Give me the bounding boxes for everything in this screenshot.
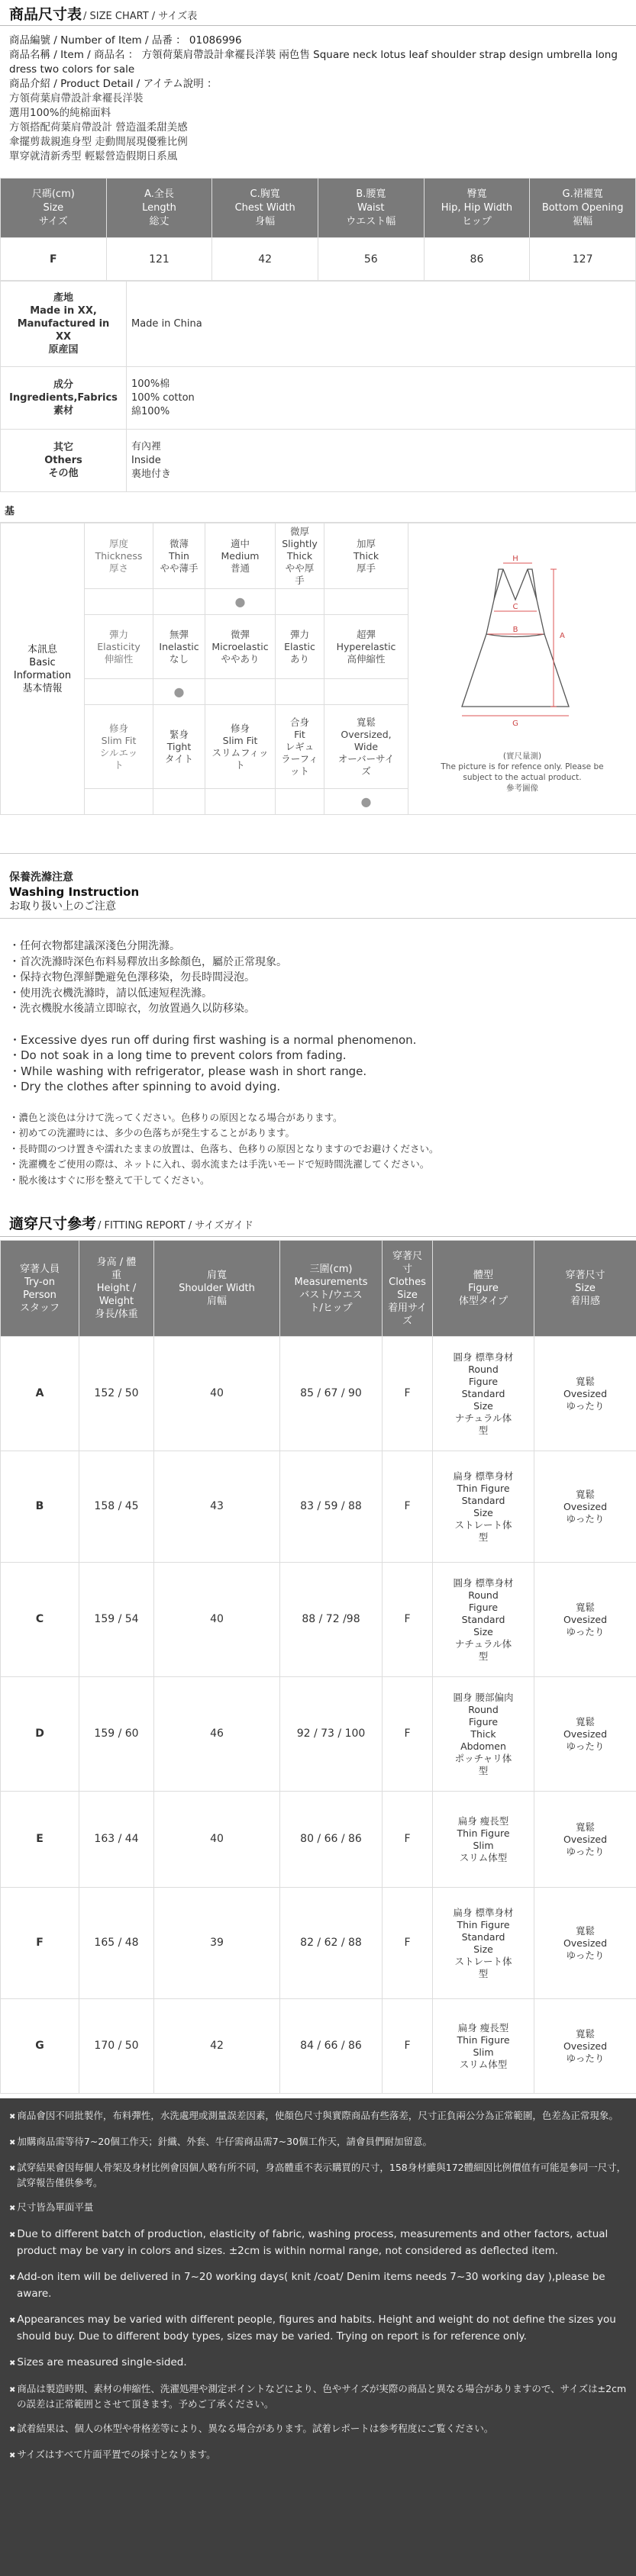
fit-dot xyxy=(276,789,324,815)
fitting-person: C xyxy=(1,1563,79,1677)
fit-option: 修身 Slim Fit スリムフィッ ト xyxy=(205,705,276,789)
other-label: 其它 Others その他 xyxy=(1,430,127,492)
note-item xyxy=(9,2227,627,2259)
note-text: 商品會因不同批製作，布料彈性，水洗處理或測量誤差因素，使顏色尺寸與實際商品有些落差，尺寸正負兩公分為正常範圍，色差為正常現象。 xyxy=(17,2110,618,2121)
fitting-figure-line: Standard xyxy=(461,1930,505,1943)
fitting-feel xyxy=(534,1451,636,1563)
fitting-figure xyxy=(433,1451,534,1563)
fitting-figure xyxy=(433,1337,534,1451)
fitting-table-header xyxy=(1,1241,636,1337)
note-item xyxy=(9,2135,627,2150)
fitting-shoulder: 42 xyxy=(154,1999,280,2094)
elasticity-dot xyxy=(276,679,324,705)
fitting-row xyxy=(1,1999,636,2094)
fitting-feel-line: 寬鬆 xyxy=(575,1715,595,1728)
fitting-feel-line: ゆったり xyxy=(566,1625,605,1637)
fitting-measurements: 84 / 66 / 86 xyxy=(280,1999,383,2094)
fitting-report-title: 適穿尺寸參考 xyxy=(9,1216,97,1232)
elasticity-dot xyxy=(205,679,276,705)
fitting-measurements: 83 / 59 / 88 xyxy=(280,1451,383,1563)
cross-mark-icon: ✖ xyxy=(9,2204,16,2213)
fitting-feel-line: Ovesized xyxy=(563,1833,608,1845)
washing-line: ・脱水後はすぐに形を整えて干してください。 xyxy=(9,1174,210,1186)
washing-line: ・任何衣物都建議深淺色分開洗滌。 xyxy=(9,940,180,952)
fitting-figure-line: 型 xyxy=(478,1967,489,1979)
fitting-feel-line: 寬鬆 xyxy=(575,1821,595,1833)
fitting-report-header xyxy=(0,1209,636,1237)
size-table xyxy=(0,178,636,281)
fitting-row xyxy=(1,1677,636,1792)
dress-caption: (實尺量測) The picture is for refence only. Please be subject to the actual product. 參考圖像 xyxy=(441,752,604,793)
selected-dot-icon: ● xyxy=(234,594,246,609)
washing-line: ・長時間のつけ置きや濡れたままの放置は、色落ち、色移りの原因となりますのでお避けください。 xyxy=(9,1142,439,1154)
fitting-figure-line: 型 xyxy=(478,1531,489,1543)
cross-mark-icon: ✖ xyxy=(9,2386,16,2394)
fitting-figure-line: Figure xyxy=(468,1715,499,1728)
fitting-figure-line: Slim xyxy=(473,1839,494,1851)
fitting-figure-line: Figure xyxy=(468,1601,499,1613)
fitting-feel xyxy=(534,1337,636,1451)
origin-label: 產地 Made in XX, Manufactured in XX 原産国 xyxy=(1,282,127,367)
washing-line: ・Do not soak in a long time to prevent colors from fading. xyxy=(9,1048,347,1062)
fitting-size: F xyxy=(383,1451,433,1563)
cross-mark-icon: ✖ xyxy=(9,2231,16,2240)
fitting-feel-line: ゆったり xyxy=(566,1949,605,1961)
fitting-figure-line: Round xyxy=(468,1703,499,1715)
cross-mark-icon: ✖ xyxy=(9,2139,16,2147)
washing-line: ・While washing with refrigerator, please wash in short range. xyxy=(9,1064,367,1078)
washing-title-zh: 保養洗滌注意 xyxy=(9,871,73,884)
fit-option: 合身 Fit レギュ ラーフィ ット xyxy=(276,705,324,789)
thickness-dot xyxy=(276,589,324,615)
fitting-figure-line: Round xyxy=(468,1363,499,1375)
washing-line: ・Excessive dyes run off during first washing is a normal phenomenon. xyxy=(9,1032,417,1047)
fitting-feel xyxy=(534,1792,636,1888)
washing-line: ・洗衣機脫水後請立即晾衣，勿放置過久以防移染。 xyxy=(9,1003,255,1015)
fitting-feel-line: Ovesized xyxy=(563,1500,608,1512)
fitting-figure-line: 圓身 腰部偏肉 xyxy=(453,1691,514,1703)
fitting-figure-line: 圓身 標準身材 xyxy=(453,1576,514,1589)
note-text: 加購商品需等待7~20個工作天；針織、外套、牛仔需商品需7~30個工作天，請會員們耐加留意。 xyxy=(17,2136,433,2147)
size-header-cell: C.胸寬 Chest Width 身幅 xyxy=(212,179,318,238)
fit-label: 修身 Slim Fit シルエッ ト xyxy=(85,705,153,789)
fitting-figure-line: Standard xyxy=(461,1613,505,1625)
fabric-value: 100%棉 100% cotton 綿100% xyxy=(127,367,636,430)
size-header-cell: B.腰寬 Waist ウエスト幅 xyxy=(318,179,424,238)
washing-line: ・洗濯機をご使用の際は、ネットに入れ、弱水流または手洗いモードで短時間洗濯してください。 xyxy=(9,1158,430,1170)
fitting-person: B xyxy=(1,1451,79,1563)
fitting-person: G xyxy=(1,1999,79,2094)
dress-letter: B xyxy=(512,626,518,634)
fitting-height-weight: 159 / 60 xyxy=(79,1677,154,1792)
washing-line: ・首次洗滌時深色布料易釋放出多餘顏色，屬於正常現象。 xyxy=(9,955,287,968)
origin-row xyxy=(1,282,636,367)
fitting-height-weight: 159 / 54 xyxy=(79,1563,154,1677)
basic-info-label: 本訊息 Basic Information 基本情報 xyxy=(1,523,85,815)
fitting-person: F xyxy=(1,1888,79,1999)
fitting-row xyxy=(1,1563,636,1677)
note-text: Sizes are measured single-sided. xyxy=(17,2356,187,2368)
cross-mark-icon: ✖ xyxy=(9,2426,16,2434)
dress-letter: C xyxy=(512,603,518,611)
product-detail-line: 傘擺剪裁親進身型 走動間展現優雅比例 xyxy=(9,136,188,148)
selected-dot-icon: ● xyxy=(360,794,372,809)
fitting-feel-line: Ovesized xyxy=(563,1387,608,1399)
fitting-feel-line: 寬鬆 xyxy=(575,2027,595,2040)
material-table xyxy=(0,281,636,492)
fitting-measurements: 85 / 67 / 90 xyxy=(280,1337,383,1451)
fitting-figure-line: 圓身 標準身材 xyxy=(453,1351,514,1363)
cross-mark-icon: ✖ xyxy=(9,2274,16,2282)
fitting-header-cell: 體型 Figure 体型タイプ xyxy=(433,1241,534,1337)
fitting-shoulder: 46 xyxy=(154,1677,280,1792)
fitting-figure-line: ナチュラル体 xyxy=(454,1637,512,1650)
thickness-dot xyxy=(324,589,408,615)
fit-option: 緊身 Tight タイト xyxy=(153,705,205,789)
fitting-figure xyxy=(433,1888,534,1999)
size-header-cell: 臀寬 Hip, Hip Width ヒップ xyxy=(424,179,530,238)
fitting-size: F xyxy=(383,1999,433,2094)
note-item xyxy=(9,2422,627,2437)
selected-dot-icon: ● xyxy=(173,684,185,699)
fitting-feel xyxy=(534,1563,636,1677)
fitting-feel-line: ゆったり xyxy=(566,1740,605,1752)
fitting-shoulder: 40 xyxy=(154,1792,280,1888)
cross-mark-icon: ✖ xyxy=(9,2165,16,2173)
fitting-row xyxy=(1,1888,636,1999)
cross-mark-icon: ✖ xyxy=(9,2317,16,2325)
fitting-measurements: 92 / 73 / 100 xyxy=(280,1677,383,1792)
fitting-feel-line: Ovesized xyxy=(563,1937,608,1949)
size-cell: 127 xyxy=(530,238,636,281)
size-cell: 42 xyxy=(212,238,318,281)
basic-info-bar: 基 xyxy=(0,492,636,523)
fitting-figure-line: ストレート体 xyxy=(454,1955,512,1967)
note-text: 尺寸皆為單面平量 xyxy=(17,2201,94,2213)
note-item xyxy=(9,2448,627,2463)
thickness-label: 厚度 Thickness 厚さ xyxy=(85,523,153,589)
size-row xyxy=(1,238,636,281)
fitting-height-weight: 152 / 50 xyxy=(79,1337,154,1451)
fitting-figure-line: 型 xyxy=(478,1764,489,1776)
fitting-figure-line: Thin Figure xyxy=(457,2033,510,2046)
washing-title-ja: お取り扱い上のご注意 xyxy=(9,900,116,913)
notes-panel xyxy=(0,2098,636,2576)
dress-letter: G xyxy=(512,720,518,728)
fit-dot xyxy=(153,789,205,815)
elasticity-label: 彈力 Elasticity 伸縮性 xyxy=(85,615,153,679)
note-item xyxy=(9,2312,627,2344)
elasticity-option: 無彈 Inelastic なし xyxy=(153,615,205,679)
product-name: 商品名稱 / Item / 商品名 ： 方領荷葉肩帶設計傘襬長洋裝 兩色售 Square neck lotus leaf shoulder strap design umbrella long dress two colors for sale xyxy=(9,49,618,76)
fitting-size: F xyxy=(383,1337,433,1451)
cross-mark-icon: ✖ xyxy=(9,2452,16,2460)
washing-line: ・保持衣物色澤鮮艷避免色澤移染，勿長時間浸泡。 xyxy=(9,971,255,984)
note-text: 試穿結果會因每個人骨架及身材比例會因個人略有所不同，身高體重不表示購買的尺寸，158身材雖與172體細因比例價值有可能是參同一尺寸，試穿報告僅供參考。 xyxy=(17,2162,627,2188)
size-chart-header xyxy=(0,0,636,26)
fitting-size: F xyxy=(383,1792,433,1888)
fitting-feel-line: Ovesized xyxy=(563,1728,608,1740)
fitting-figure-line: Thin Figure xyxy=(457,1827,510,1839)
fitting-table xyxy=(0,1240,636,2094)
fitting-feel-line: 寬鬆 xyxy=(575,1375,595,1387)
fitting-measurements: 88 / 72 /98 xyxy=(280,1563,383,1677)
size-header-cell: 尺碼(cm) Size サイズ xyxy=(1,179,107,238)
washing-line: ・濃色と淡色は分けて洗ってください。色移りの原因となる場合があります。 xyxy=(9,1111,343,1123)
fitting-figure-line: Slim xyxy=(473,2046,494,2058)
fitting-figure-line: 型 xyxy=(478,1650,489,1662)
fitting-feel xyxy=(534,1888,636,1999)
note-item xyxy=(9,2382,627,2411)
fitting-feel-line: 寬鬆 xyxy=(575,1601,595,1613)
fitting-header-cell: 穿著尺寸 Size 着用感 xyxy=(534,1241,636,1337)
size-cell: 121 xyxy=(106,238,212,281)
fitting-figure-line: Size xyxy=(473,1399,493,1412)
fitting-person: E xyxy=(1,1792,79,1888)
washing-line: ・使用洗衣機洗滌時，請以低速短程洗滌。 xyxy=(9,987,212,1000)
fitting-feel-line: Ovesized xyxy=(563,1613,608,1625)
note-text: 試着結果は、個人の体型や骨格差等により、異なる場合があります。試着レポートは参考程度にご覧ください。 xyxy=(17,2423,494,2434)
fitting-shoulder: 43 xyxy=(154,1451,280,1563)
product-number: 商品編號 / Number of Item / 品番 ： 01086996 xyxy=(9,34,242,47)
fitting-height-weight: 170 / 50 xyxy=(79,1999,154,2094)
fitting-height-weight: 163 / 44 xyxy=(79,1792,154,1888)
fit-option: 寬鬆 Oversized, Wide オーバーサイ ズ xyxy=(324,705,408,789)
fitting-person: D xyxy=(1,1677,79,1792)
fitting-figure-line: 型 xyxy=(478,1424,489,1436)
size-header-cell: A.全長 Length 総丈 xyxy=(106,179,212,238)
fabric-row xyxy=(1,367,636,430)
note-item xyxy=(9,2109,627,2124)
fitting-figure-line: 扁身 標準身材 xyxy=(453,1906,514,1918)
thickness-dot xyxy=(205,589,276,615)
fitting-figure-line: Standard xyxy=(461,1494,505,1506)
washing-line: ・Dry the clothes after spinning to avoid dying. xyxy=(9,1080,281,1093)
dress-letter: A xyxy=(560,632,565,640)
note-text: サイズはすべて片面平置での採寸となります。 xyxy=(17,2449,216,2460)
fitting-shoulder: 39 xyxy=(154,1888,280,1999)
fitting-measurements: 80 / 66 / 86 xyxy=(280,1792,383,1888)
fit-dot xyxy=(324,789,408,815)
note-text: Due to different batch of production, elasticity of fabric, washing process, measurements and other factors, actual product may be vary in colors and sizes. ±2cm is within normal range, not considered as deflected item. xyxy=(17,2228,609,2257)
thickness-dot xyxy=(153,589,205,615)
fitting-figure-line: Abdomen xyxy=(460,1740,506,1752)
fitting-figure-line: 扁身 標準身材 xyxy=(453,1470,514,1482)
fitting-row xyxy=(1,1792,636,1888)
fitting-row xyxy=(1,1337,636,1451)
fitting-shoulder: 40 xyxy=(154,1337,280,1451)
fitting-figure-line: 扁身 瘦長型 xyxy=(457,1814,509,1827)
fitting-feel-line: 寬鬆 xyxy=(575,1488,595,1500)
fitting-figure-line: Thin Figure xyxy=(457,1482,510,1494)
fitting-figure-line: Standard xyxy=(461,1387,505,1399)
fitting-figure-line: Round xyxy=(468,1589,499,1601)
fitting-table-body xyxy=(1,1337,636,2094)
elasticity-option: 彈力 Elastic あり xyxy=(276,615,324,679)
elasticity-dot xyxy=(153,679,205,705)
fitting-header-cell: 肩寬 Shoulder Width 肩幅 xyxy=(154,1241,280,1337)
fitting-feel-line: 寬鬆 xyxy=(575,1924,595,1937)
product-info xyxy=(0,26,636,169)
fitting-feel-line: ゆったり xyxy=(566,1399,605,1412)
fitting-report-subtitle: / FITTING REPORT / サイズガイド xyxy=(98,1220,253,1232)
fitting-header-cell: 三圍(cm) Measurements バスト/ウエス ト/ヒップ xyxy=(280,1241,383,1337)
fitting-size: F xyxy=(383,1677,433,1792)
other-value: 有內裡 Inside 裏地付き xyxy=(127,430,636,492)
size-chart-subtitle: / SIZE CHART / サイズ表 xyxy=(83,11,198,22)
washing-instructions xyxy=(0,919,636,1188)
product-detail-line: 方領搭配荷葉肩帶設計 營造溫柔甜美感 xyxy=(9,121,188,134)
fitting-height-weight: 158 / 45 xyxy=(79,1451,154,1563)
product-detail-line: 選用100%的純棉面料 xyxy=(9,107,111,119)
washing-title-en: Washing Instruction xyxy=(9,885,140,899)
fitting-figure xyxy=(433,1563,534,1677)
fitting-figure-line: スリム体型 xyxy=(459,2058,508,2070)
size-table-header xyxy=(1,179,636,238)
fitting-figure-line: Size xyxy=(473,1506,493,1518)
thickness-option: 適中 Medium 普通 xyxy=(205,523,276,589)
fitting-size: F xyxy=(383,1888,433,1999)
fitting-feel xyxy=(534,1999,636,2094)
fitting-figure-line: Thin Figure xyxy=(457,1918,510,1930)
size-cell: F xyxy=(1,238,107,281)
size-chart-title: 商品尺寸表 xyxy=(9,6,82,23)
size-cell: 56 xyxy=(318,238,424,281)
product-detail-line: 單穿就清新秀型 輕鬆營造假期日系風 xyxy=(9,150,178,163)
size-header-cell: G.裙襬寬 Bottom Opening 裾幅 xyxy=(530,179,636,238)
note-text: Add-on item will be delivered in 7~20 working days( knit /coat/ Denim items needs 7~30 working day ),please be aware. xyxy=(17,2271,605,2300)
note-item xyxy=(9,2355,627,2372)
fitting-figure-line: ストレート体 xyxy=(454,1518,512,1531)
note-item xyxy=(9,2269,627,2301)
fitting-size: F xyxy=(383,1563,433,1677)
note-text: Appearances may be varied with different people, figures and habits. Height and weight do not define the sizes you should buy. Due to different body types, sizes may be varied. Trying on report is for reference only. xyxy=(17,2314,616,2343)
elasticity-option: 微彈 Microelastic ややあり xyxy=(205,615,276,679)
fitting-figure-line: Size xyxy=(473,1943,493,1955)
dress-diagram xyxy=(408,523,636,815)
thickness-option: 微厚 Slightly Thick やや厚 手 xyxy=(276,523,324,589)
other-row xyxy=(1,430,636,492)
cross-mark-icon: ✖ xyxy=(9,2359,16,2368)
size-cell: 86 xyxy=(424,238,530,281)
fitting-row xyxy=(1,1451,636,1563)
fitting-feel-line: ゆったり xyxy=(566,1512,605,1525)
thickness-option: 加厚 Thick 厚手 xyxy=(324,523,408,589)
fitting-figure-line: Figure xyxy=(468,1375,499,1387)
origin-value: Made in China xyxy=(127,282,636,367)
basic-info-table xyxy=(0,523,636,815)
note-text: 商品は製造時期、素材の伸縮性、洗濯処理や測定ポイントなどにより、色やサイズが実際の商品と異なる場合がありますので、サイズは±2cmの誤差は正常範囲とさせて頂きます。予めご了承ください。 xyxy=(17,2383,627,2410)
fitting-measurements: 82 / 62 / 88 xyxy=(280,1888,383,1999)
fitting-feel-line: Ovesized xyxy=(563,2040,608,2052)
fitting-person: A xyxy=(1,1337,79,1451)
note-item xyxy=(9,2201,627,2216)
fitting-figure-line: Thick xyxy=(470,1728,496,1740)
fitting-header-cell: 穿著尺 寸 Clothes Size 着用サイ ズ xyxy=(383,1241,433,1337)
fitting-figure-line: ポッチャリ体 xyxy=(454,1752,512,1764)
fitting-feel-line: ゆったり xyxy=(566,1845,605,1857)
fitting-figure-line: 扁身 瘦長型 xyxy=(457,2021,509,2033)
fitting-figure xyxy=(433,1677,534,1792)
fitting-figure-line: ナチュラル体 xyxy=(454,1412,512,1424)
dress-outline-icon xyxy=(408,554,636,745)
fitting-figure-line: スリム体型 xyxy=(459,1851,508,1863)
fitting-figure xyxy=(433,1999,534,2094)
fitting-feel-line: ゆったり xyxy=(566,2052,605,2064)
fitting-height-weight: 165 / 48 xyxy=(79,1888,154,1999)
product-detail-label: 商品介紹 / Product Detail / アイテム說明 ： xyxy=(9,78,218,90)
dress-letter: H xyxy=(512,555,518,563)
fitting-figure-line: Size xyxy=(473,1625,493,1637)
fit-dot xyxy=(205,789,276,815)
fitting-feel xyxy=(534,1677,636,1792)
fitting-shoulder: 40 xyxy=(154,1563,280,1677)
cross-mark-icon: ✖ xyxy=(9,2113,16,2121)
fitting-header-cell: 穿著人員 Try-on Person スタッフ xyxy=(1,1241,79,1337)
fitting-header-cell: 身高 / 體 重 Height / Weight 身長/体重 xyxy=(79,1241,154,1337)
washing-line: ・初めての洗濯時には、多少の色落ちが発生することがあります。 xyxy=(9,1127,295,1138)
fabric-label: 成分 Ingredients,Fabrics 素材 xyxy=(1,367,127,430)
product-detail-line: 方領荷葉肩帶設計傘襬長洋裝 xyxy=(9,92,144,105)
elasticity-option: 超彈 Hyperelastic 高伸縮性 xyxy=(324,615,408,679)
note-item xyxy=(9,2161,627,2190)
elasticity-dot xyxy=(324,679,408,705)
fitting-figure xyxy=(433,1792,534,1888)
thickness-option: 微薄 Thin やや薄手 xyxy=(153,523,205,589)
washing-header xyxy=(0,853,636,919)
